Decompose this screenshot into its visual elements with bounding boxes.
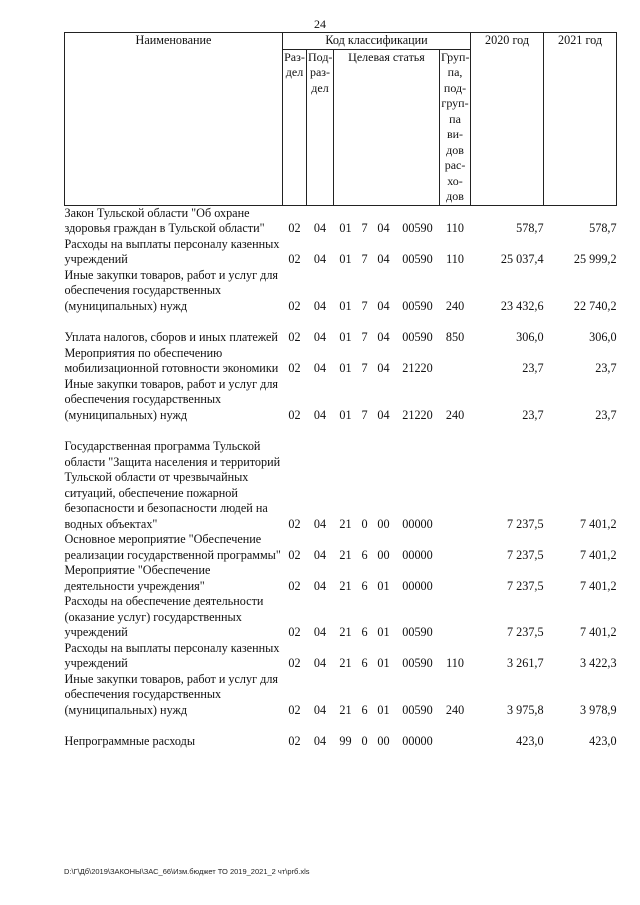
row-amount-2020: 23,7 [522,407,544,422]
row-section: 02 [288,734,301,748]
row-amount-2020: 3 261,7 [506,656,544,670]
row-event-code: 04 [377,330,390,344]
row-subprogram-code: 6 [361,656,368,670]
row-direction-code: 00590 [402,702,433,717]
row-expense-group: 240 [445,702,465,717]
row-amount-2021: 25 999,2 [573,252,617,266]
row-subprogram-code: 6 [361,702,368,717]
row-amount-2021: 23,7 [595,361,617,375]
row-amount-2021: 578,7 [589,221,617,235]
column-header-subsection: Под-раз-дел [307,49,334,205]
row-expense-group: 110 [446,252,464,266]
row-subprogram-code: 7 [361,407,368,422]
row-section: 02 [288,361,301,375]
column-header-section: Раз-дел [283,49,307,205]
row-subsection: 04 [313,578,327,593]
row-amount-2020: 3 975,8 [506,702,544,717]
row-amount-2021: 306,0 [589,330,617,344]
table-row [65,672,617,719]
page-number: 24 [314,17,326,31]
row-section: 02 [288,547,301,562]
row-subprogram-code: 6 [361,547,368,562]
row-subprogram-code: 7 [361,252,368,266]
row-name: Иные закупки товаров, работ и услуг для обеспечения государственных (муниципальных) нужд [64,671,279,717]
row-expense-group: 240 [445,298,465,313]
row-expense-group [440,594,471,641]
row-subsection: 04 [313,330,327,344]
table-row [65,330,617,346]
table-row [65,377,617,424]
row-name: Расходы на выплаты персоналу казенных учреждений [64,236,280,266]
table-row [65,734,617,750]
table-row [65,439,617,532]
table-row [65,594,617,641]
row-name: Государственная программа Тульской области "Защита населения и территорий Тульской области от чрезвычайных ситуаций, обеспечение пожарной безопасности и безопасности людей на водных объектах" [64,439,281,531]
row-subsection: 04 [313,361,327,375]
row-amount-2021: 22 740,2 [573,298,617,313]
row-amount-2021: 7 401,2 [579,516,617,531]
row-direction-code: 00590 [402,298,433,313]
row-expense-group [440,563,471,594]
row-direction-code: 00000 [402,516,433,531]
row-subsection: 04 [313,252,327,266]
table-body [65,205,617,750]
row-event-code: 00 [377,516,390,531]
budget-table [64,32,617,750]
column-header-expense-group: Груп-па, под-груп-па ви-дов рас-хо-дов [441,49,470,203]
row-direction-code: 00000 [402,578,433,593]
row-section: 02 [288,516,301,531]
table-row [65,641,617,672]
row-expense-group [440,532,471,563]
column-header-target-item: Целевая статья [334,49,440,205]
row-direction-code: 21220 [402,361,433,375]
row-section: 02 [288,298,301,313]
row-spacer [65,718,617,734]
row-amount-2020: 7 237,5 [506,625,544,639]
row-amount-2020: 23,7 [522,361,544,375]
row-subsection: 04 [313,702,327,717]
row-section: 02 [288,656,301,670]
row-subprogram-code: 7 [361,221,368,235]
row-name: Мероприятие "Обеспечение деятельности учреждения" [64,563,211,593]
column-header-name: Наименование [65,33,283,206]
row-program-code: 21 [339,625,352,639]
row-subsection: 04 [313,547,327,562]
row-name: Непрограммные расходы [64,734,196,748]
row-program-code: 21 [339,578,352,593]
row-program-code: 21 [339,656,352,670]
row-section: 02 [288,252,301,266]
row-program-code: 01 [339,407,352,422]
row-name: Расходы на обеспечение деятельности (оказание услуг) государственных учреждений [64,594,264,639]
row-direction-code: 00590 [402,625,433,639]
row-direction-code: 21220 [402,407,433,422]
row-subprogram-code: 7 [361,330,368,344]
row-amount-2020: 7 237,5 [506,578,544,593]
row-event-code: 00 [377,547,390,562]
column-header-classification-code: Код классификации [283,33,471,50]
row-expense-group: 850 [445,330,465,344]
row-subsection: 04 [313,407,327,422]
row-subsection: 04 [313,625,327,639]
row-direction-code: 00590 [402,656,433,670]
row-expense-group: 240 [445,407,465,422]
row-direction-code: 00590 [402,252,433,266]
row-direction-code: 00000 [402,734,433,748]
row-name: Иные закупки товаров, работ и услуг для обеспечения государственных (муниципальных) нужд [64,267,279,313]
row-name: Расходы на выплаты персоналу казенных учреждений [64,640,280,670]
row-event-code: 04 [377,221,390,235]
row-section: 02 [288,702,301,717]
row-subprogram-code: 6 [361,578,368,593]
row-direction-code: 00000 [402,547,433,562]
row-amount-2021: 7 401,2 [579,625,617,639]
row-amount-2021: 7 401,2 [579,578,617,593]
row-expense-group: 110 [446,221,464,235]
table-row [65,346,617,377]
row-program-code: 21 [339,547,352,562]
row-name: Уплата налогов, сборов и иных платежей [64,330,278,344]
row-event-code: 04 [377,407,390,422]
row-program-code: 01 [339,361,352,375]
row-name: Закон Тульской области "Об охране здоровья граждан в Тульской области" [64,205,265,235]
row-program-code: 01 [339,252,352,266]
row-event-code: 01 [377,656,390,670]
column-header-2021: 2021 год [544,33,617,206]
row-amount-2020: 306,0 [516,330,544,344]
row-subsection: 04 [313,516,327,531]
row-subprogram-code: 6 [361,625,368,639]
row-section: 02 [288,221,301,235]
row-amount-2020: 23 432,6 [500,298,544,313]
row-amount-2021: 3 978,9 [579,702,617,717]
row-name: Мероприятия по обеспечению мобилизационной готовности экономики [64,345,279,375]
row-subsection: 04 [313,221,327,235]
row-program-code: 21 [339,702,352,717]
row-subprogram-code: 7 [361,361,368,375]
row-program-code: 01 [339,221,352,235]
row-expense-group [440,346,471,377]
row-amount-2020: 7 237,5 [506,547,544,562]
row-event-code: 01 [377,702,390,717]
row-name: Иные закупки товаров, работ и услуг для обеспечения государственных (муниципальных) нужд [64,376,279,422]
row-event-code: 01 [377,625,390,639]
row-expense-group: 110 [446,656,464,670]
row-amount-2021: 3 422,3 [579,656,617,670]
row-program-code: 01 [339,330,352,344]
row-event-code: 04 [377,298,390,313]
row-amount-2020: 7 237,5 [506,516,544,531]
row-program-code: 01 [339,298,352,313]
row-section: 02 [288,625,301,639]
row-amount-2020: 25 037,4 [500,252,544,266]
row-program-code: 21 [339,516,352,531]
row-event-code: 04 [377,361,390,375]
row-direction-code: 00590 [402,221,433,235]
row-event-code: 00 [377,734,390,748]
table-row [65,563,617,594]
row-amount-2021: 423,0 [589,734,617,748]
row-program-code: 99 [339,734,352,748]
row-subprogram-code: 0 [361,734,368,748]
row-spacer [65,423,617,439]
row-event-code: 04 [377,252,390,266]
row-direction-code: 00590 [402,330,433,344]
table-row [65,532,617,563]
row-subsection: 04 [313,298,327,313]
row-subprogram-code: 7 [361,298,368,313]
row-subsection: 04 [313,656,327,670]
row-amount-2021: 23,7 [595,407,617,422]
row-event-code: 01 [377,578,390,593]
table-row [65,205,617,237]
row-name: Основное мероприятие "Обеспечение реализации государственной программы" [64,532,281,562]
table-row [65,268,617,315]
row-amount-2021: 7 401,2 [579,547,617,562]
row-subsection: 04 [313,734,327,748]
row-expense-group [440,439,471,532]
row-expense-group [440,734,471,750]
row-section: 02 [288,578,301,593]
row-amount-2020: 578,7 [516,221,544,235]
table-row [65,237,617,268]
row-section: 02 [288,330,301,344]
row-section: 02 [288,407,301,422]
file-path-footer: D:\Г\Дб\2019\ЗАКОНЫ\ЗАС_66\Изм.бюджет ТО 2019_2021_2 чт\prб.xls [64,867,310,876]
row-subprogram-code: 0 [361,516,368,531]
column-header-2020: 2020 год [471,33,544,206]
row-spacer [65,314,617,330]
row-amount-2020: 423,0 [516,734,544,748]
